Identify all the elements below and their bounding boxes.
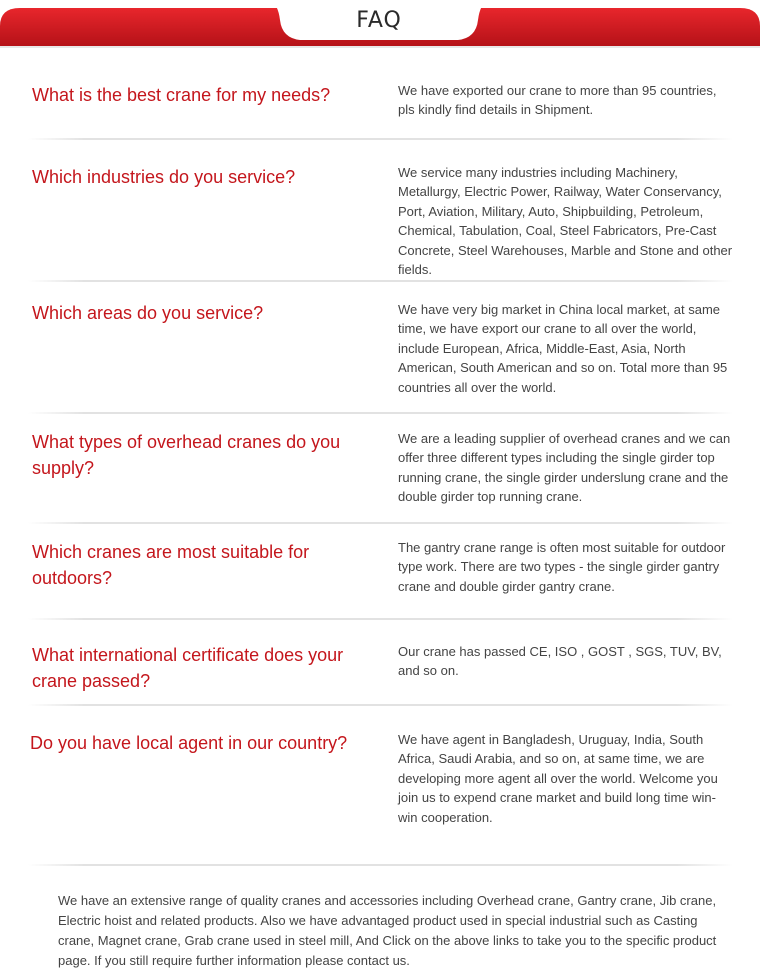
faq-question: Which areas do you service?	[32, 303, 264, 323]
faq-answer: We are a leading supplier of overhead cranes and we can offer three different types including the single girder top running crane, the single girder underslung crane and the double girder top running crane.	[398, 431, 731, 505]
faq-question: Which industries do you service?	[32, 167, 296, 187]
faq-question: What types of overhead cranes do you supply?	[32, 432, 341, 478]
page-title: FAQ	[356, 8, 402, 33]
faq-banner	[0, 0, 760, 50]
faq-question: What is the best crane for my needs?	[32, 85, 331, 105]
faq-answer: Our crane has passed CE, ISO , GOST , SGS, TUV, BV, and so on.	[398, 644, 722, 679]
divider	[28, 704, 733, 706]
footer-paragraph: We have an extensive range of quality cranes and accessories including Overhead crane, Gantry crane, Jib crane, Electric hoist and related products. Also we have advantaged product used in special industrial such as Casting crane, Magnet crane, Grab crane used in steel mill, And Click on the above links to take you to the specific product page. If you still require further information please contact us.	[58, 893, 717, 968]
divider	[28, 864, 733, 866]
faq-answer: We service many industries including Machinery, Metallurgy, Electric Power, Railway, Water Conservancy, Port, Aviation, Military, Auto, Shipbuilding, Petroleum, Chemical, Tabulation, Coal, Steel Fabricators, Pre-Cast Concrete, Steel Warehouses, Marble and Stone and other fields.	[398, 165, 733, 278]
divider	[28, 412, 733, 414]
faq-answer: We have very big market in China local market, at same time, we have export our crane to all over the world, include European, Africa, Middle-East, Asia, North American, South American and so on. Total more than 95 countries all over the world.	[398, 302, 728, 395]
divider	[28, 138, 733, 140]
divider	[28, 522, 733, 524]
faq-question: Which cranes are most suitable for outdoors?	[32, 542, 310, 588]
divider	[28, 280, 733, 282]
divider	[28, 618, 733, 620]
faq-answer: We have exported our crane to more than 95 countries, pls kindly find details in Shipment.	[398, 83, 717, 118]
faq-answer: We have agent in Bangladesh, Uruguay, India, South Africa, Saudi Arabia, and so on, at same time, we are developing more agent all over the world. Welcome you join us to expend crane market and build long time win-win cooperation.	[398, 732, 718, 825]
faq-question: Do you have local agent in our country?	[30, 733, 348, 753]
faq-answer: The gantry crane range is often most suitable for outdoor type work. There are two types - the single girder gantry crane and double girder gantry crane.	[398, 540, 726, 594]
faq-question: What international certificate does your crane passed?	[32, 645, 344, 691]
